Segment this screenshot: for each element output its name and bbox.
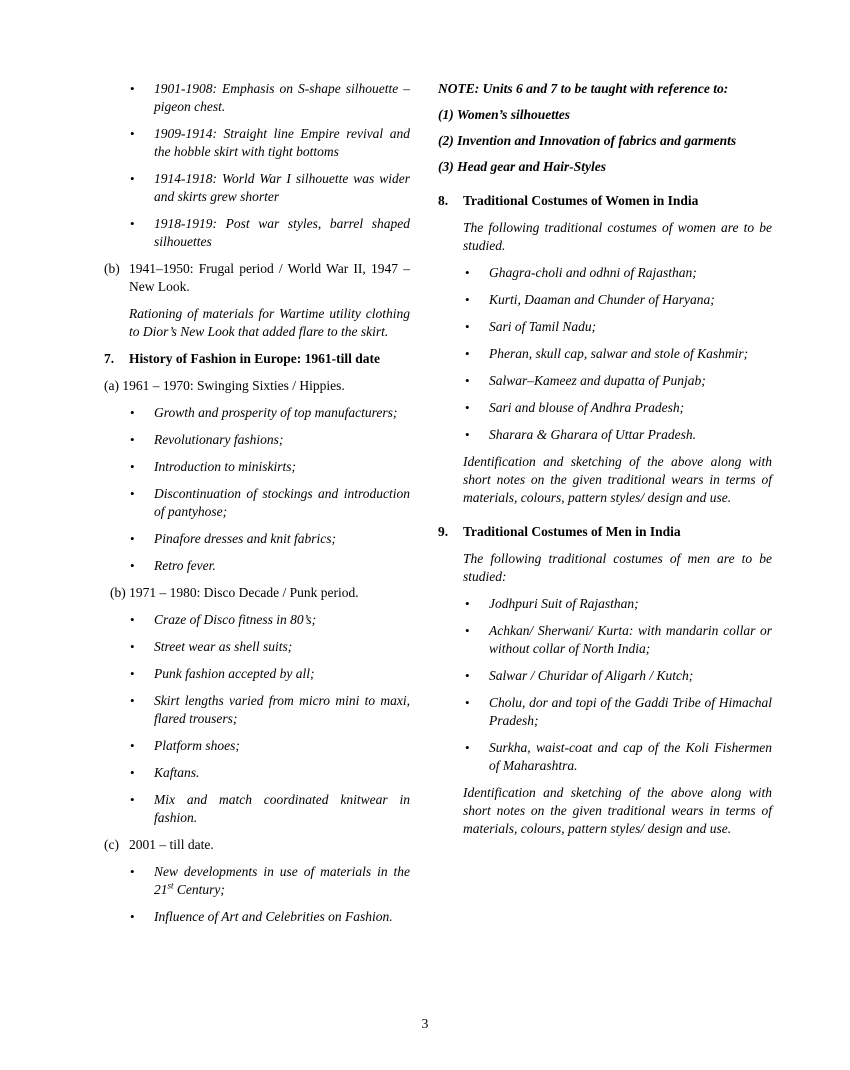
list-item: • 1909-1914: Straight line Empire revival and the hobble skirt with tight bottoms: [104, 125, 410, 161]
heading-text: Traditional Costumes of Men in India: [463, 524, 681, 539]
list-item: • Skirt lengths varied from micro mini to maxi, flared trousers;: [104, 692, 410, 728]
heading-8-intro: The following traditional costumes of women are to be studied.: [463, 220, 772, 253]
list-8: [438, 264, 772, 444]
list-item: • Ghagra-choli and odhni of Rajasthan;: [438, 264, 772, 282]
section-text: 2001 – till date.: [129, 837, 214, 852]
subsection-7a-heading: (a) 1961 – 1970: Swinging Sixties / Hippies.: [104, 378, 345, 393]
list-9: [438, 595, 772, 775]
section-text: 1941–1950: Frugal period / World War II, 1947 – New Look.: [129, 261, 410, 294]
section-c-heading: [104, 836, 410, 854]
heading-number: 9.: [438, 524, 449, 539]
heading-9-intro: The following traditional costumes of men are to be studied:: [463, 551, 772, 584]
right-column: [438, 80, 772, 847]
note-item: (3) Head gear and Hair-Styles: [438, 159, 606, 174]
left-column: [104, 80, 410, 935]
heading-8-paragraph: Identification and sketching of the above along with short notes on the given traditional wears in terms of materials, colours, pattern styles/ design and use.: [463, 454, 772, 505]
list-item: • Sari of Tamil Nadu;: [438, 318, 772, 336]
list-item: • Pheran, skull cap, salwar and stole of Kashmir;: [438, 345, 772, 363]
list-item: • Salwar–Kameez and dupatta of Punjab;: [438, 372, 772, 390]
page-number: 3: [421, 1016, 429, 1031]
list-7a: [104, 404, 410, 575]
list-item: • 1901-1908: Emphasis on S-shape silhouette – pigeon chest.: [104, 80, 410, 116]
superscript: st: [167, 880, 174, 891]
list-item-text: New developments in use of materials in the 21: [154, 864, 410, 897]
list-item: [104, 863, 410, 899]
list-item: • Discontinuation of stockings and introduction of pantyhose;: [104, 485, 410, 521]
list-item-text: Century;: [173, 882, 225, 897]
list-item: • Platform shoes;: [104, 737, 410, 755]
list-item: • Salwar / Churidar of Aligarh / Kutch;: [438, 667, 772, 685]
list-c: [104, 863, 410, 926]
heading-9-paragraph: Identification and sketching of the above along with short notes on the given traditional wears in terms of materials, colours, pattern styles/ design and use.: [463, 785, 772, 836]
section-label: (c): [104, 837, 119, 852]
heading-text: History of Fashion in Europe: 1961-till date: [129, 351, 381, 366]
heading-9: [438, 523, 772, 541]
list-item: • Influence of Art and Celebrities on Fashion.: [104, 908, 410, 926]
list-item: • Surkha, waist-coat and cap of the Koli Fishermen of Maharashtra.: [438, 739, 772, 775]
list-1901-1919: [104, 80, 410, 251]
note-item: (1) Women’s silhouettes: [438, 107, 571, 122]
list-item: • Revolutionary fashions;: [104, 431, 410, 449]
subsection-7b-heading: (b) 1971 – 1980: Disco Decade / Punk period.: [110, 585, 359, 600]
heading-text: Traditional Costumes of Women in India: [463, 193, 699, 208]
heading-number: 7.: [104, 351, 115, 366]
list-item: • 1914-1918: World War I silhouette was wider and skirts grew shorter: [104, 170, 410, 206]
list-item: • Punk fashion accepted by all;: [104, 665, 410, 683]
list-item: • Sari and blouse of Andhra Pradesh;: [438, 399, 772, 417]
list-item: • Retro fever.: [104, 557, 410, 575]
list-item: • Craze of Disco fitness in 80’s;: [104, 611, 410, 629]
list-item: • Sharara & Gharara of Uttar Pradesh.: [438, 426, 772, 444]
list-item: • Achkan/ Sherwani/ Kurta: with mandarin collar or without collar of North India;: [438, 622, 772, 658]
list-item: • Pinafore dresses and knit fabrics;: [104, 530, 410, 548]
list-item: • Cholu, dor and topi of the Gaddi Tribe of Himachal Pradesh;: [438, 694, 772, 730]
list-7b: [104, 611, 410, 827]
note-item: (2) Invention and Innovation of fabrics and garments: [438, 133, 737, 148]
list-item: • Kurti, Daaman and Chunder of Haryana;: [438, 291, 772, 309]
heading-8: [438, 192, 772, 210]
list-item: • 1918-1919: Post war styles, barrel shaped silhouettes: [104, 215, 410, 251]
list-item: • Introduction to miniskirts;: [104, 458, 410, 476]
note-heading: NOTE: Units 6 and 7 to be taught with reference to:: [438, 81, 729, 96]
heading-number: 8.: [438, 193, 449, 208]
list-item: • Growth and prosperity of top manufacturers;: [104, 404, 410, 422]
list-item: • Kaftans.: [104, 764, 410, 782]
list-item: • Mix and match coordinated knitwear in fashion.: [104, 791, 410, 827]
section-b-paragraph: Rationing of materials for Wartime utility clothing to Dior’s New Look that added flare to the skirt.: [129, 306, 410, 339]
list-item: • Jodhpuri Suit of Rajasthan;: [438, 595, 772, 613]
section-label: (b): [104, 261, 120, 276]
section-b-heading: [104, 260, 410, 296]
list-item: • Street wear as shell suits;: [104, 638, 410, 656]
heading-7: [104, 350, 410, 368]
